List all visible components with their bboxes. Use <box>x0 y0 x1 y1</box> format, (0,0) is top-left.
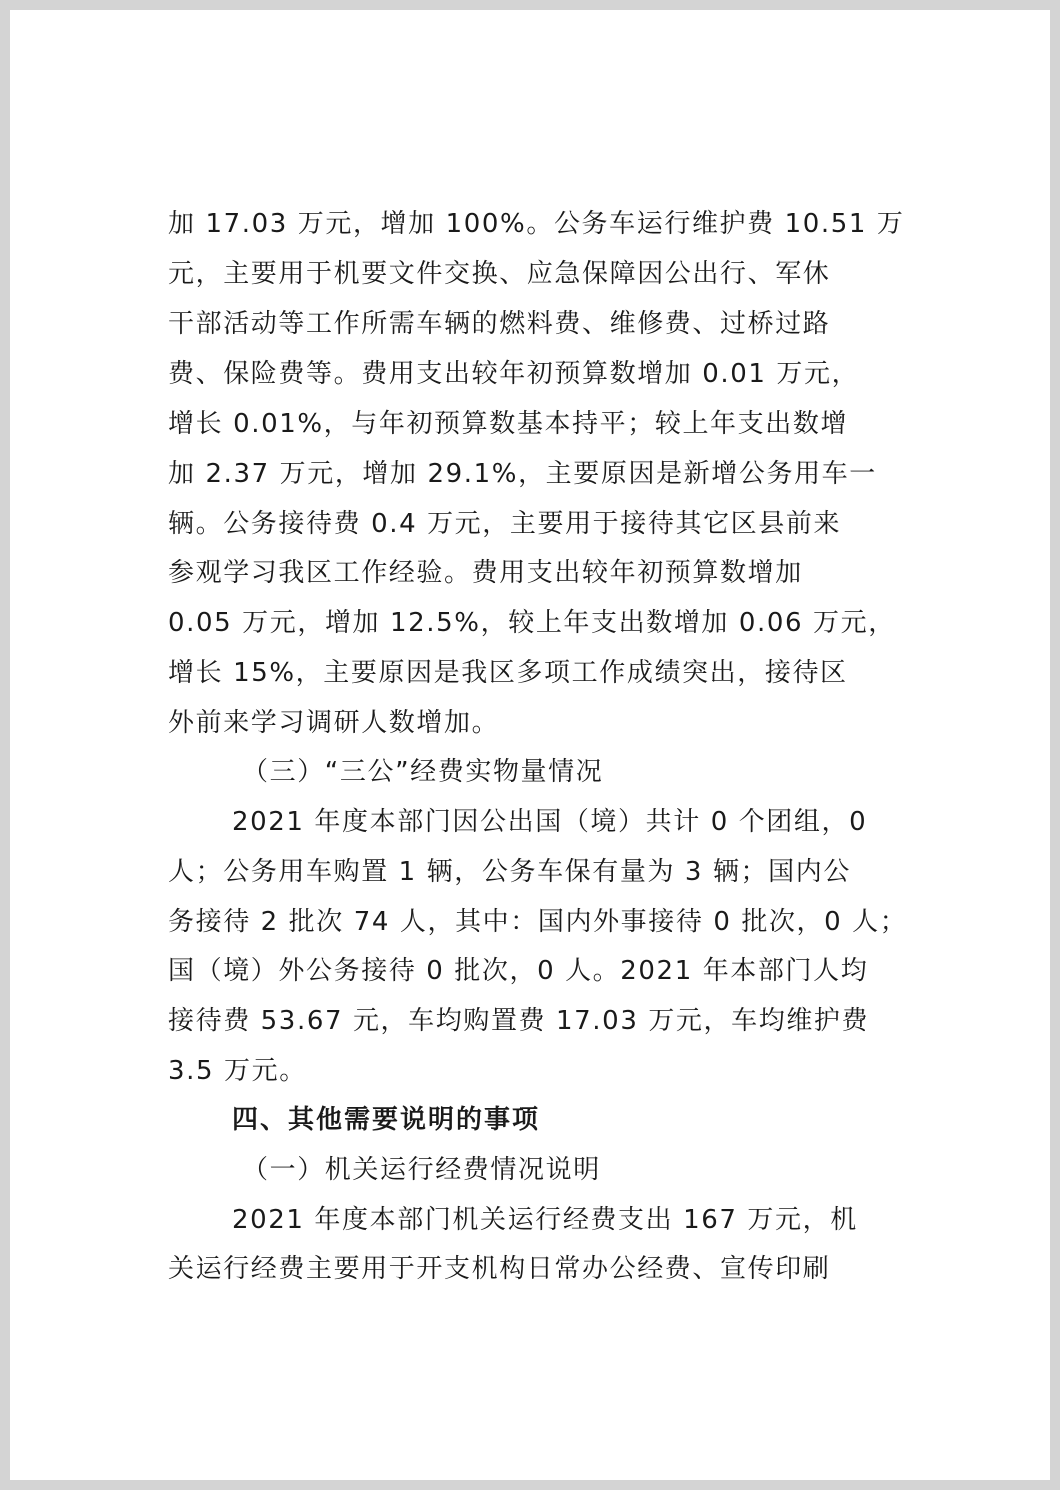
paragraph-line: 国（境）外公务接待 0 批次，0 人。2021 年本部门人均 <box>168 956 869 986</box>
paragraph-line: 加 17.03 万元，增加 100%。公务车运行维护费 10.51 万 <box>168 209 905 239</box>
paragraph-line: 参观学习我区工作经验。费用支出较年初预算数增加 <box>168 558 803 588</box>
paragraph-line: 3.5 万元。 <box>168 1056 307 1086</box>
paragraph-line: 元，主要用于机要文件交换、应急保障因公出行、军休 <box>168 259 831 289</box>
paragraph-line: 2021 年度本部门机关运行经费支出 167 万元，机 <box>232 1205 858 1235</box>
paragraph-line: 干部活动等工作所需车辆的燃料费、维修费、过桥过路 <box>168 309 831 339</box>
paragraph-line: 2021 年度本部门因公出国（境）共计 0 个团组，0 <box>232 807 868 837</box>
paragraph-line: 外前来学习调研人数增加。 <box>168 708 500 738</box>
document-page <box>10 10 1050 1480</box>
section-subheading: （三）“三公”经费实物量情况 <box>242 757 604 787</box>
paragraph-line: 关运行经费主要用于开支机构日常办公经费、宣传印刷 <box>168 1254 831 1284</box>
paragraph-line: 人；公务用车购置 1 辆，公务车保有量为 3 辆；国内公 <box>168 857 851 887</box>
paragraph-line: 辆。公务接待费 0.4 万元，主要用于接待其它区县前来 <box>168 509 842 539</box>
paragraph-line: 增长 0.01%，与年初预算数基本持平；较上年支出数增 <box>168 409 849 439</box>
section-subheading: （一）机关运行经费情况说明 <box>242 1155 601 1185</box>
paragraph-line: 接待费 53.67 元，车均购置费 17.03 万元，车均维护费 <box>168 1006 870 1036</box>
paragraph-line: 务接待 2 批次 74 人，其中：国内外事接待 0 批次，0 人； <box>168 907 908 937</box>
paragraph-line: 0.05 万元，增加 12.5%，较上年支出数增加 0.06 万元， <box>168 608 896 638</box>
section-heading: 四、其他需要说明的事项 <box>232 1105 541 1135</box>
paragraph-line: 费、保险费等。费用支出较年初预算数增加 0.01 万元， <box>168 359 860 389</box>
paragraph-line: 增长 15%，主要原因是我区多项工作成绩突出，接待区 <box>168 658 848 688</box>
paragraph-line: 加 2.37 万元，增加 29.1%，主要原因是新增公务用车一 <box>168 459 877 489</box>
